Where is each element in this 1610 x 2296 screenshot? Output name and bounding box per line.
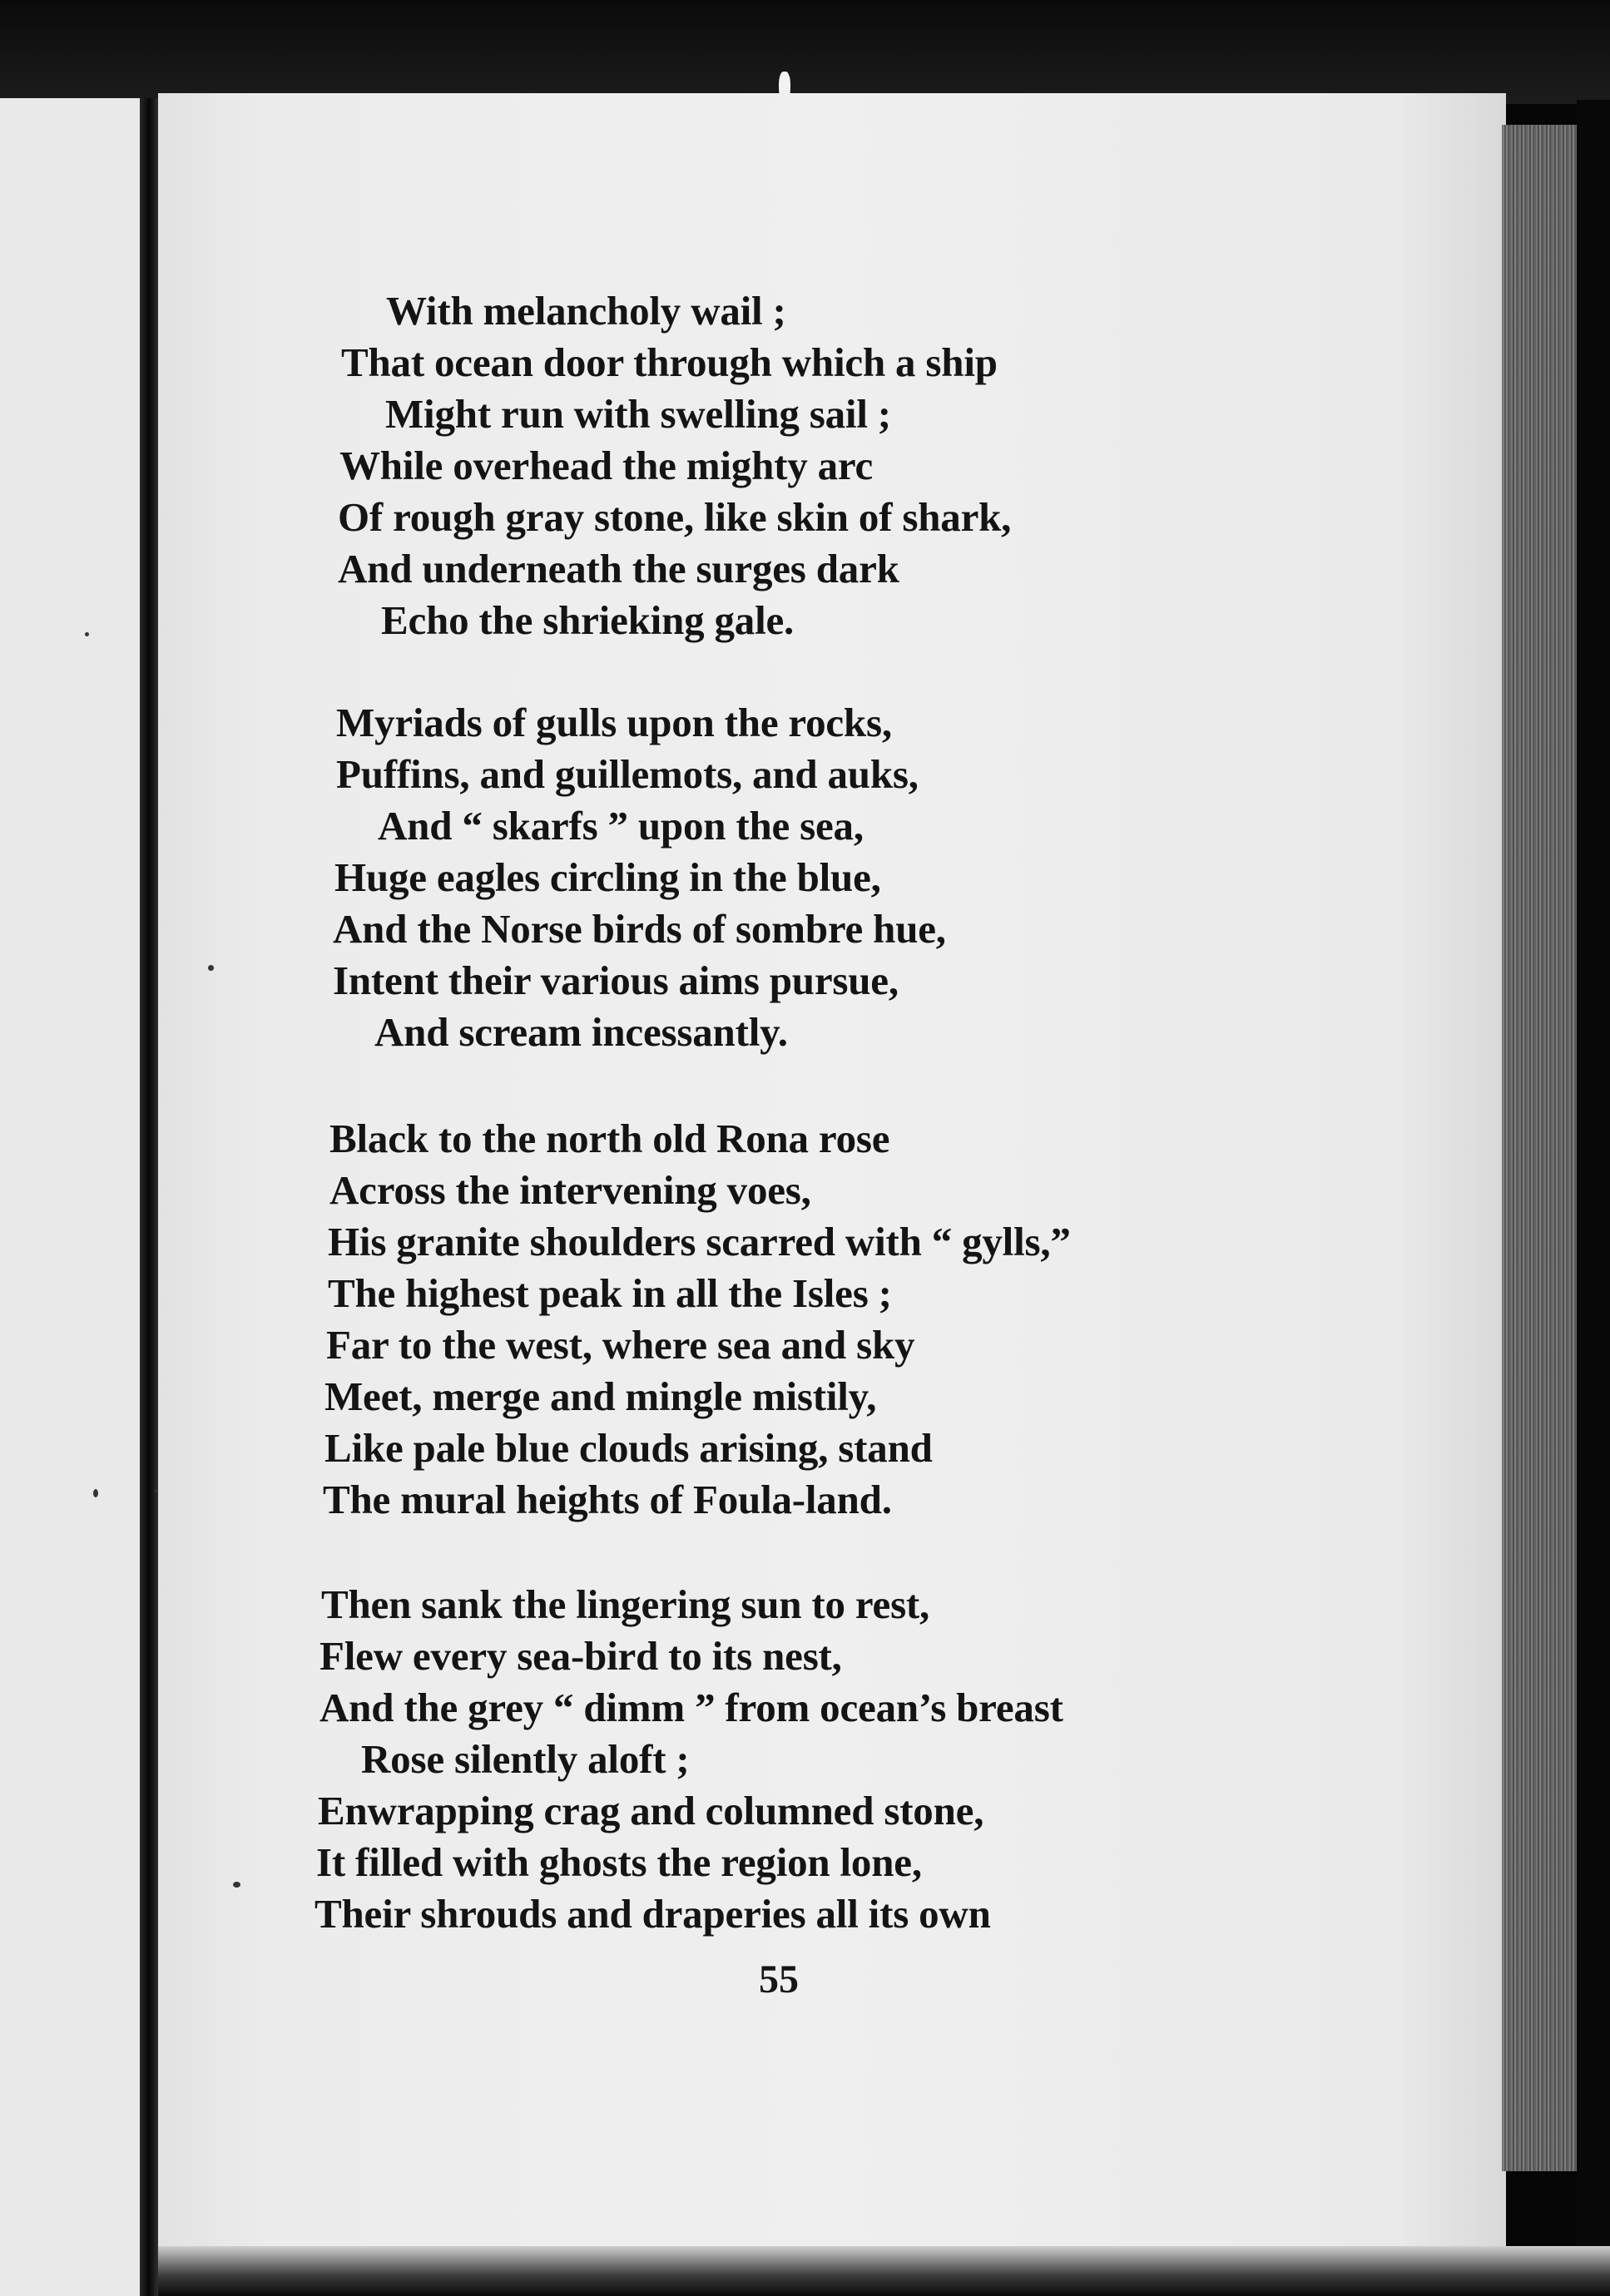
poem-line: Flew every sea-bird to its nest, [320,1633,842,1679]
poem-line: And scream incessantly. [374,1009,788,1055]
poem-line: And the grey “ dimm ” from ocean’s breast [320,1685,1063,1730]
poem-line: Black to the north old Rona rose [329,1116,890,1161]
poem-line: The mural heights of Foula-land. [323,1477,892,1522]
poem-line: While overhead the mighty arc [339,443,874,488]
poem-line: And underneath the surges dark [338,546,899,591]
poem-line: Their shrouds and draperies all its own [315,1891,991,1937]
poem-line: And “ skarfs ” upon the sea, [378,803,864,849]
poem-line: Enwrapping crag and columned stone, [318,1788,984,1833]
poem-line: His granite shoulders scarred with “ gylls,” [328,1219,1071,1264]
poem-line: Like pale blue clouds arising, stand [324,1425,933,1471]
poem-line: With melancholy wail ; [386,288,786,334]
poem-line: Intent their various aims pursue, [333,957,899,1003]
poem-line: And the Norse birds of sombre hue, [333,906,946,952]
poem-line: Meet, merge and mingle mistily, [324,1373,877,1419]
poem-line: Of rough gray stone, like skin of shark, [338,494,1012,540]
poem-line: That ocean door through which a ship [341,339,998,385]
poem-line: Far to the west, where sea and sky [326,1322,915,1368]
page-number: 55 [759,1957,799,2002]
poem-line: Rose silently aloft ; [361,1736,690,1782]
poem-line: Across the intervening voes, [329,1167,811,1213]
poem-line: Huge eagles circling in the blue, [334,854,881,900]
poem-line: Puffins, and guillemots, and auks, [336,751,919,797]
poem-line: Might run with swelling sail ; [385,391,891,437]
poem-line: Echo the shrieking gale. [381,597,795,643]
poem-line: Then sank the lingering sun to rest, [321,1581,930,1627]
poem-line: It filled with ghosts the region lone, [316,1839,922,1885]
poem-line: The highest peak in all the Isles ; [328,1270,892,1316]
poem-line: Myriads of gulls upon the rocks, [336,700,892,745]
